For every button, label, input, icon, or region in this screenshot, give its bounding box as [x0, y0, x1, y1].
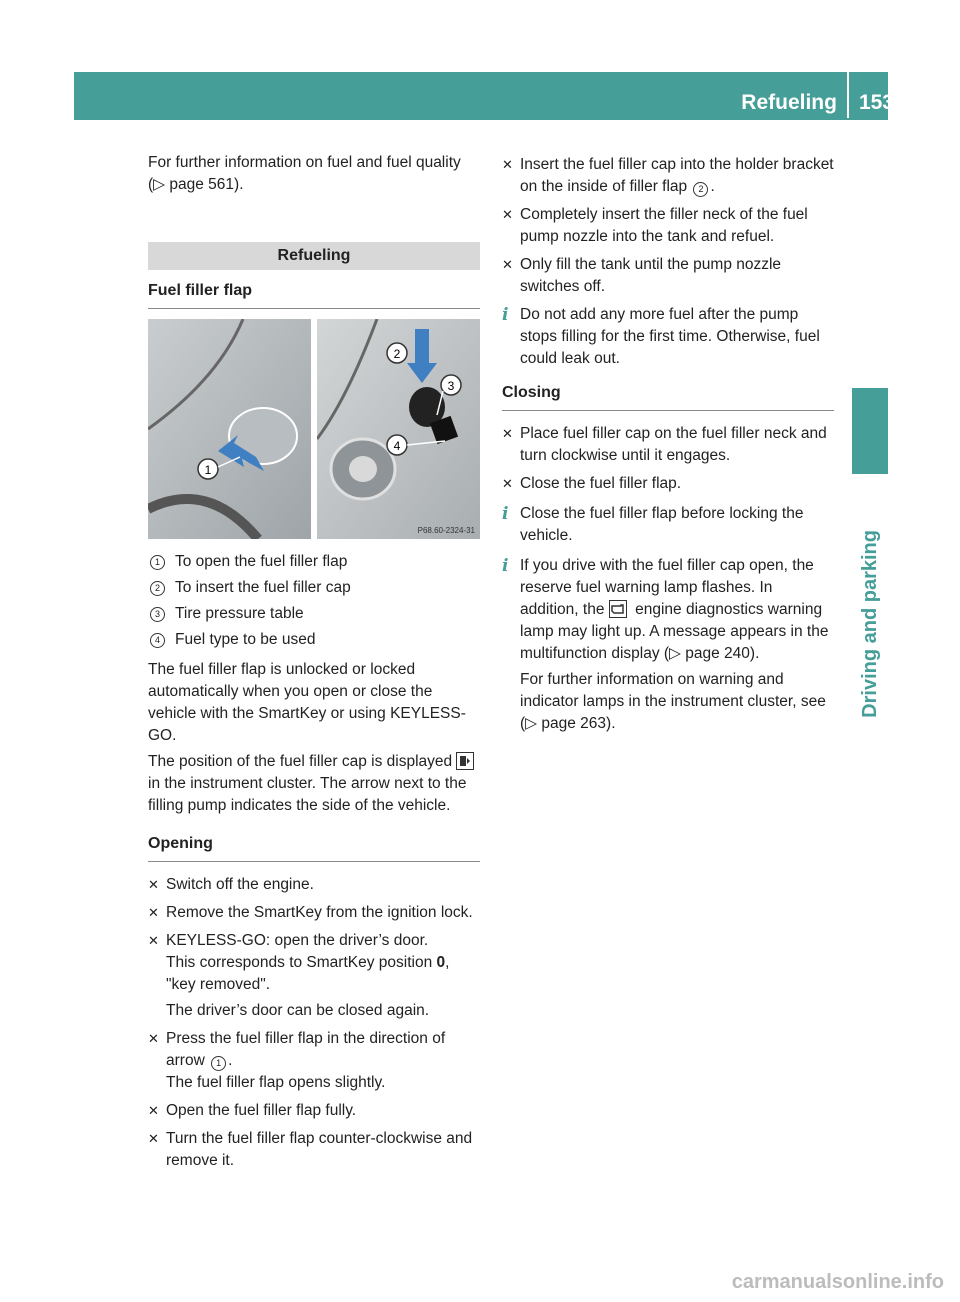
step-text: Completely insert the filler neck of the fuel pump nozzle into the tank and refuel.: [520, 206, 808, 245]
callout-2: [387, 343, 407, 363]
page-number: 153: [858, 91, 894, 114]
header-section: Refueling: [741, 91, 837, 114]
step-marker-icon: [502, 154, 520, 198]
side-tab-label: [852, 478, 888, 718]
step-text: [166, 1028, 480, 1094]
step-item: [502, 423, 834, 467]
step-item: [148, 930, 480, 996]
right-column: [502, 154, 834, 741]
step-text-punct: ,: [445, 954, 450, 971]
step-text-detail: This corresponds to SmartKey position: [166, 954, 433, 971]
step-text: Only fill the tank until the pump nozzle switches off.: [520, 256, 782, 295]
step-text-detail: The fuel filler flap opens slightly.: [166, 1074, 386, 1091]
step-item: [148, 1028, 480, 1094]
step-marker-icon: [502, 254, 520, 298]
info-icon: i: [502, 305, 509, 325]
note-text-part: engine diagnostics warning lamp may light up. A message appears in the multifunction display (▷ page 240).: [520, 601, 829, 662]
info-icon: i: [502, 556, 509, 576]
watermark: carmanualsonline.info: [731, 1271, 944, 1293]
figure-legend: [148, 549, 480, 653]
figure-right-photo: [317, 319, 480, 539]
info-icon: i: [502, 504, 509, 524]
subsection-closing: Closing: [502, 382, 834, 411]
legend-number: 3: [150, 607, 165, 622]
step-text: Close the fuel filler flap.: [520, 475, 682, 492]
svg-text:4: 4: [393, 439, 401, 453]
paragraph-position-lead: The position of the fuel filler cap is displayed: [148, 753, 453, 770]
step-result: The driver’s door can be closed again.: [166, 1002, 430, 1019]
fuel-flap-figure: [148, 319, 480, 539]
legend-number: 1: [150, 555, 165, 570]
side-tab-text: Driving and parking: [858, 530, 881, 718]
arrow-ref-1: 1: [211, 1056, 226, 1071]
paragraph-position: [148, 751, 480, 817]
step-marker-icon: [148, 1128, 166, 1172]
step-text-main: Insert the fuel filler cap into the holder bracket on the inside of filler flap: [520, 156, 834, 195]
step-item: [502, 204, 834, 248]
step-marker-icon: [148, 1028, 166, 1094]
paragraph-unlock: The fuel filler flap is unlocked or locked automatically when you open or close the vehicle with the SmartKey or using KEYLESS-GO.: [148, 661, 466, 744]
step-item: [148, 874, 480, 896]
legend-item: [148, 627, 480, 653]
step-marker-icon: [502, 423, 520, 467]
svg-text:1: 1: [204, 463, 212, 477]
paragraph-position-rest: in the instrument cluster. The arrow next to the filling pump indicates the side of the vehicle.: [148, 775, 467, 814]
step-text: Open the fuel filler flap fully.: [166, 1102, 357, 1119]
info-note: [502, 304, 834, 370]
step-text: Turn the fuel filler flap counter-clockwise and remove it.: [166, 1130, 473, 1169]
step-marker-icon: [148, 1100, 166, 1122]
info-note: [502, 555, 834, 735]
step-item: [148, 1128, 480, 1172]
flap-ref-2: 2: [693, 182, 708, 197]
svg-text:2: 2: [393, 347, 401, 361]
subsection-fuel-filler-flap: Fuel filler flap: [148, 280, 480, 309]
step-item: [502, 473, 834, 495]
step-text: Remove the SmartKey from the ignition lock.: [166, 904, 473, 921]
svg-text:3: 3: [447, 379, 455, 393]
side-tab-block: [852, 388, 888, 474]
step-marker-icon: [502, 204, 520, 248]
step-text-main: Press the fuel filler flap in the direction of arrow: [166, 1030, 446, 1069]
note-text: [520, 555, 834, 735]
step-marker-icon: [148, 874, 166, 896]
legend-item: [148, 549, 480, 575]
legend-text: Fuel type to be used: [175, 631, 316, 648]
note-text: Close the fuel filler flap before locking the vehicle.: [520, 505, 804, 544]
legend-text: To open the fuel filler flap: [175, 553, 348, 570]
step-text-main: KEYLESS-GO: open the driver’s door.: [166, 932, 429, 949]
step-text: [520, 154, 834, 198]
legend-item: [148, 601, 480, 627]
step-marker-icon: [148, 930, 166, 996]
note-text-part: If you drive with the fuel filler cap open, the reserve fuel warning lamp flashes. In addition, the: [520, 557, 814, 618]
section-title: Refueling: [148, 242, 480, 270]
info-note: [502, 503, 834, 547]
step-text: Switch off the engine.: [166, 876, 314, 893]
legend-number: 2: [150, 581, 165, 596]
step-marker-icon: [148, 902, 166, 924]
closing-steps: [502, 423, 834, 495]
legend-number: 4: [150, 633, 165, 648]
note-text-part: For further information on warning and indicator lamps in the instrument cluster, see (▷ page 263).: [520, 671, 826, 732]
step-text-punct: .: [710, 178, 715, 195]
step-text-punct: .: [228, 1052, 233, 1069]
left-column: [148, 152, 480, 1178]
step-text: Place fuel filler cap on the fuel filler neck and turn clockwise until it engages.: [520, 425, 827, 464]
step-text-detail: "key removed".: [166, 976, 271, 993]
figure-left-photo: [148, 319, 311, 539]
header-title: [741, 88, 894, 120]
subsection-opening: Opening: [148, 833, 480, 862]
opening-steps: [148, 874, 480, 1172]
intro-text: For further information on fuel and fuel quality (▷ page 561).: [148, 154, 461, 193]
figure-code: P68.60-2324-31: [417, 526, 475, 535]
smartkey-position: 0: [436, 954, 446, 971]
engine-diagnostics-icon: [609, 600, 627, 618]
legend-item: [148, 575, 480, 601]
step-text: [166, 930, 480, 996]
step-item: [502, 254, 834, 298]
legend-text: To insert the fuel filler cap: [175, 579, 351, 596]
step-item: [148, 1100, 480, 1122]
note-text: Do not add any more fuel after the pump stops filling for the first time. Otherwise, fuel could leak out.: [520, 306, 820, 367]
step-item: [148, 902, 480, 924]
legend-text: Tire pressure table: [175, 605, 304, 622]
header-divider: [847, 72, 849, 118]
step-marker-icon: [502, 473, 520, 495]
step-item: [502, 154, 834, 198]
fuel-pump-icon: [456, 752, 474, 770]
